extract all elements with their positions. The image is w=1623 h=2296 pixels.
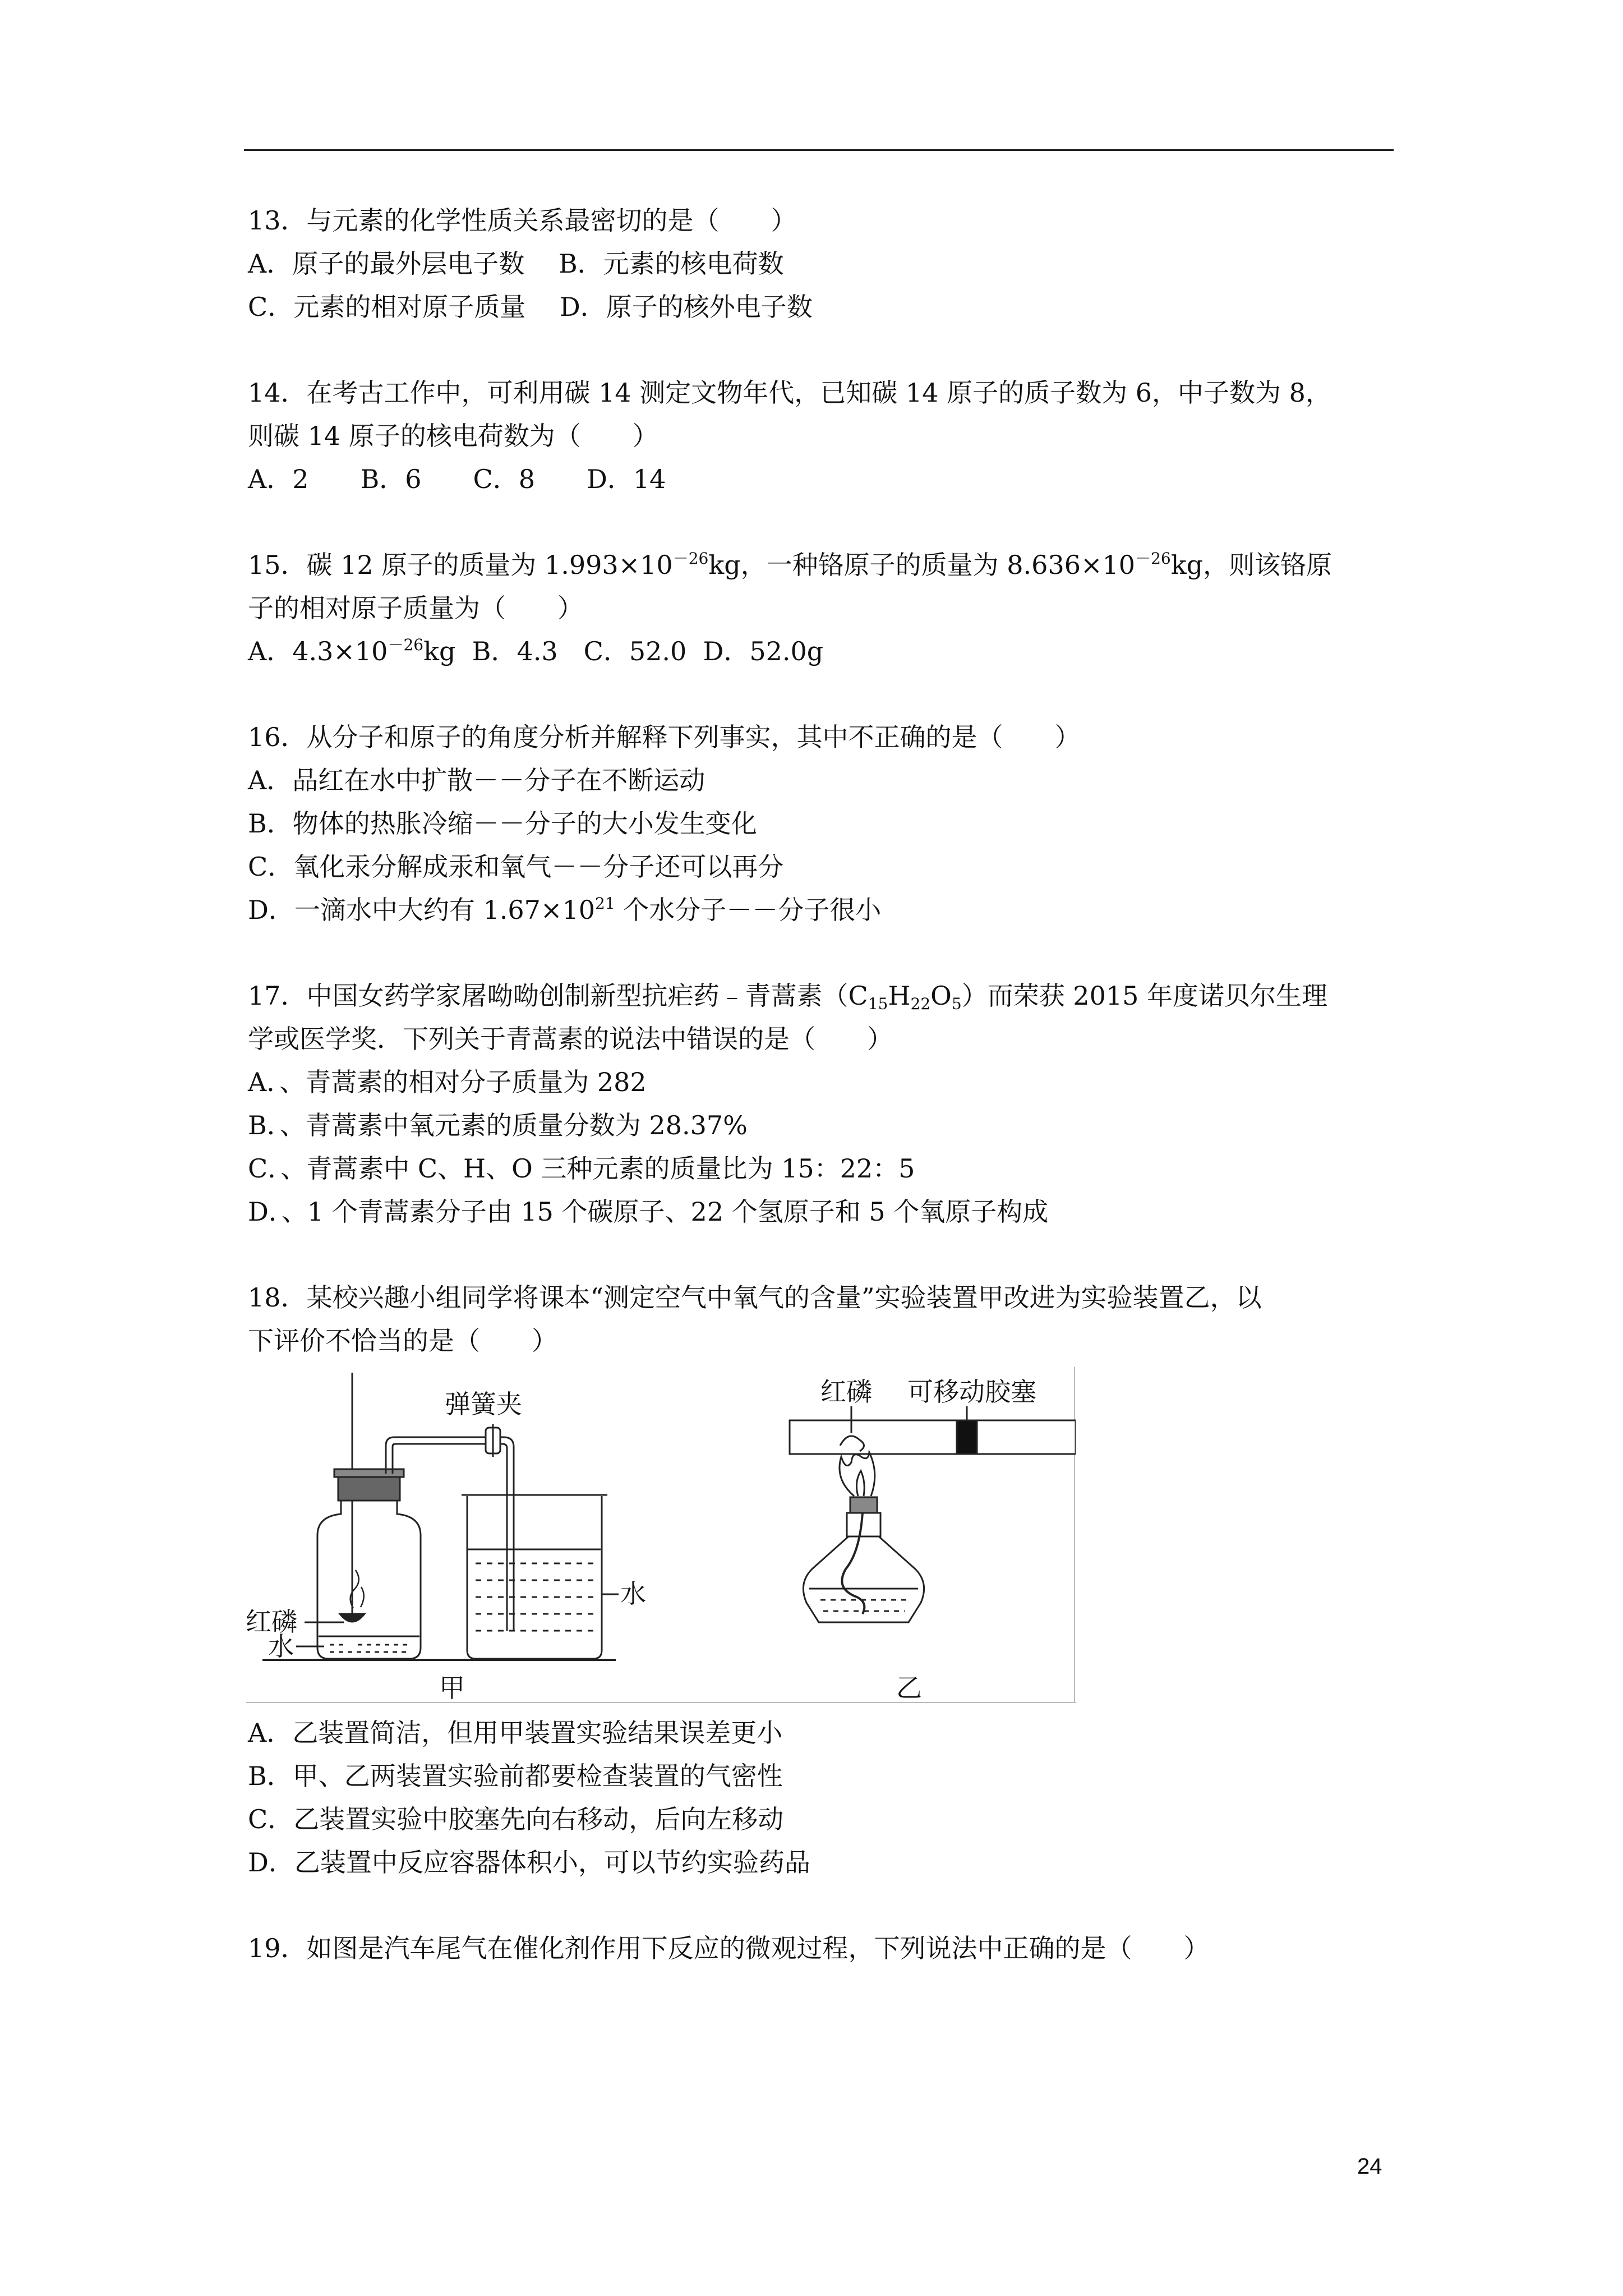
exponent: 21 xyxy=(595,894,615,913)
combustion-spoon xyxy=(340,1614,365,1622)
subscript: 15 xyxy=(868,995,888,1013)
page-number: 24 xyxy=(1357,2154,1382,2179)
question-13-stem: 13．与元素的化学性质关系最密切的是（ ） xyxy=(248,205,797,236)
question-16-option-c: C．氧化汞分解成汞和氧气－－分子还可以再分 xyxy=(248,852,784,882)
question-18-option-a: A．乙装置简洁，但用甲装置实验结果误差更小 xyxy=(248,1718,783,1748)
movable-rubber-plug xyxy=(957,1420,977,1454)
question-15 xyxy=(248,544,1403,673)
page-content xyxy=(248,199,1403,2013)
label-spring-clip: 弹簧夹 xyxy=(445,1389,522,1419)
option-text: A．4.3×10 xyxy=(248,636,388,666)
question-13-options-cd: C．元素的相对原子质量 D．原子的核外电子数 xyxy=(248,292,813,322)
stem-text: kg，一种铬原子的质量为 8.636×10 xyxy=(708,550,1136,580)
question-18-stem-line1: 18．某校兴趣小组同学将课本“测定空气中氧气的含量”实验装置甲改进为实验装置乙，以 xyxy=(248,1282,1262,1313)
lamp-wick-holder xyxy=(850,1497,877,1513)
question-16-option-b: B．物体的热胀冷缩－－分子的大小发生变化 xyxy=(248,808,757,839)
question-18-stem-line2: 下评价不恰当的是（ ） xyxy=(248,1326,557,1356)
stem-text: 17．中国女药学家屠呦呦创制新型抗疟药﹣青蒿素（C xyxy=(248,981,868,1011)
stem-text: kg，则该铬原 xyxy=(1170,550,1332,580)
question-14-stem-line2: 则碳 14 原子的核电荷数为（ ） xyxy=(248,421,658,451)
question-13 xyxy=(248,199,1403,329)
question-14-stem-line1: 14．在考古工作中，可利用碳 14 测定文物年代，已知碳 14 原子的质子数为 6，中子数为 8， xyxy=(248,378,1331,408)
connecting-tube-inner xyxy=(393,1444,507,1631)
option-text: kg B．4.3 C．52.0 D．52.0g xyxy=(423,636,824,666)
glass-tube xyxy=(790,1420,1076,1454)
question-16-stem: 16．从分子和原子的角度分析并解释下列事实，其中不正确的是（ ） xyxy=(248,722,1081,752)
stem-text: 15．碳 12 原子的质量为 1.993×10 xyxy=(248,550,673,580)
option-text: D．一滴水中大约有 1.67×10 xyxy=(248,895,596,925)
apparatus-yi xyxy=(790,1377,1076,1703)
label-yi: 乙 xyxy=(896,1673,922,1703)
exponent: －26 xyxy=(672,549,709,568)
question-17-option-d: D．、1 个青蒿素分子由 15 个碳原子、22 个氢原子和 5 个氧原子构成 xyxy=(248,1197,1049,1227)
question-18-option-c: C．乙装置实验中胶塞先向右移动，后向左移动 xyxy=(248,1804,784,1834)
label-red-phosphorus-yi: 红磷 xyxy=(820,1377,872,1407)
question-17 xyxy=(248,974,1403,1234)
question-17-option-a: A．、青蒿素的相对分子质量为 282 xyxy=(248,1067,647,1097)
flame-core xyxy=(856,1471,864,1496)
smoke-wisp xyxy=(361,1587,364,1607)
question-17-option-c: C．、青蒿素中 C、H、O 三种元素的质量比为 15：22：5 xyxy=(248,1153,915,1184)
question-17-stem-line2: 学或医学奖．下列关于青蒿素的说法中错误的是（ ） xyxy=(248,1024,893,1054)
label-red-phosphorus-jia: 红磷 xyxy=(246,1607,297,1637)
option-text: 个水分子－－分子很小 xyxy=(615,895,882,925)
label-movable-plug: 可移动胶塞 xyxy=(907,1377,1036,1407)
exponent: －26 xyxy=(388,636,424,654)
experiment-apparatus-figure xyxy=(246,1367,1076,1704)
question-13-options-ab: A．原子的最外层电子数 B．元素的核电荷数 xyxy=(248,249,784,279)
beaker xyxy=(467,1496,602,1659)
question-18 xyxy=(248,1276,1403,1884)
question-15-options xyxy=(248,630,1403,673)
apparatus-jia xyxy=(246,1373,646,1703)
stem-text: ）而荣获 2015 年度诺贝尔生理 xyxy=(961,981,1327,1011)
question-14-options: A．2 B．6 C．8 D．14 xyxy=(248,464,666,494)
question-18-option-b: B．甲、乙两装置实验前都要检查装置的气密性 xyxy=(248,1761,783,1791)
subscript: 5 xyxy=(951,995,962,1013)
question-19-stem: 19．如图是汽车尾气在催化剂作用下反应的微观过程，下列说法中正确的是（ ） xyxy=(248,1933,1210,1963)
header-rule xyxy=(244,149,1394,151)
question-16-option-a: A．品红在水中扩散－－分子在不断运动 xyxy=(248,765,706,795)
question-16-option-d xyxy=(248,889,1403,932)
label-jia: 甲 xyxy=(439,1673,465,1703)
connecting-tube xyxy=(386,1437,514,1631)
question-17-option-b: B．、青蒿素中氧元素的质量分数为 28.37% xyxy=(248,1110,748,1140)
lamp-neck xyxy=(847,1513,880,1536)
question-19 xyxy=(248,1927,1403,1970)
question-17-stem-line1 xyxy=(248,974,1403,1018)
collecting-jar xyxy=(317,1501,421,1659)
subscript: 22 xyxy=(910,995,931,1013)
element-symbol: H xyxy=(888,981,911,1011)
question-14 xyxy=(248,371,1403,501)
question-15-stem-line1 xyxy=(248,544,1403,587)
question-16 xyxy=(248,716,1403,932)
question-18-option-d: D．乙装置中反应容器体积小，可以节约实验药品 xyxy=(248,1847,810,1878)
label-water-jar: 水 xyxy=(268,1631,294,1662)
label-water-beaker: 水 xyxy=(620,1579,646,1609)
question-15-stem-line2: 子的相对原子质量为（ ） xyxy=(248,593,583,623)
exponent: －26 xyxy=(1135,549,1171,568)
element-symbol: O xyxy=(930,981,952,1011)
